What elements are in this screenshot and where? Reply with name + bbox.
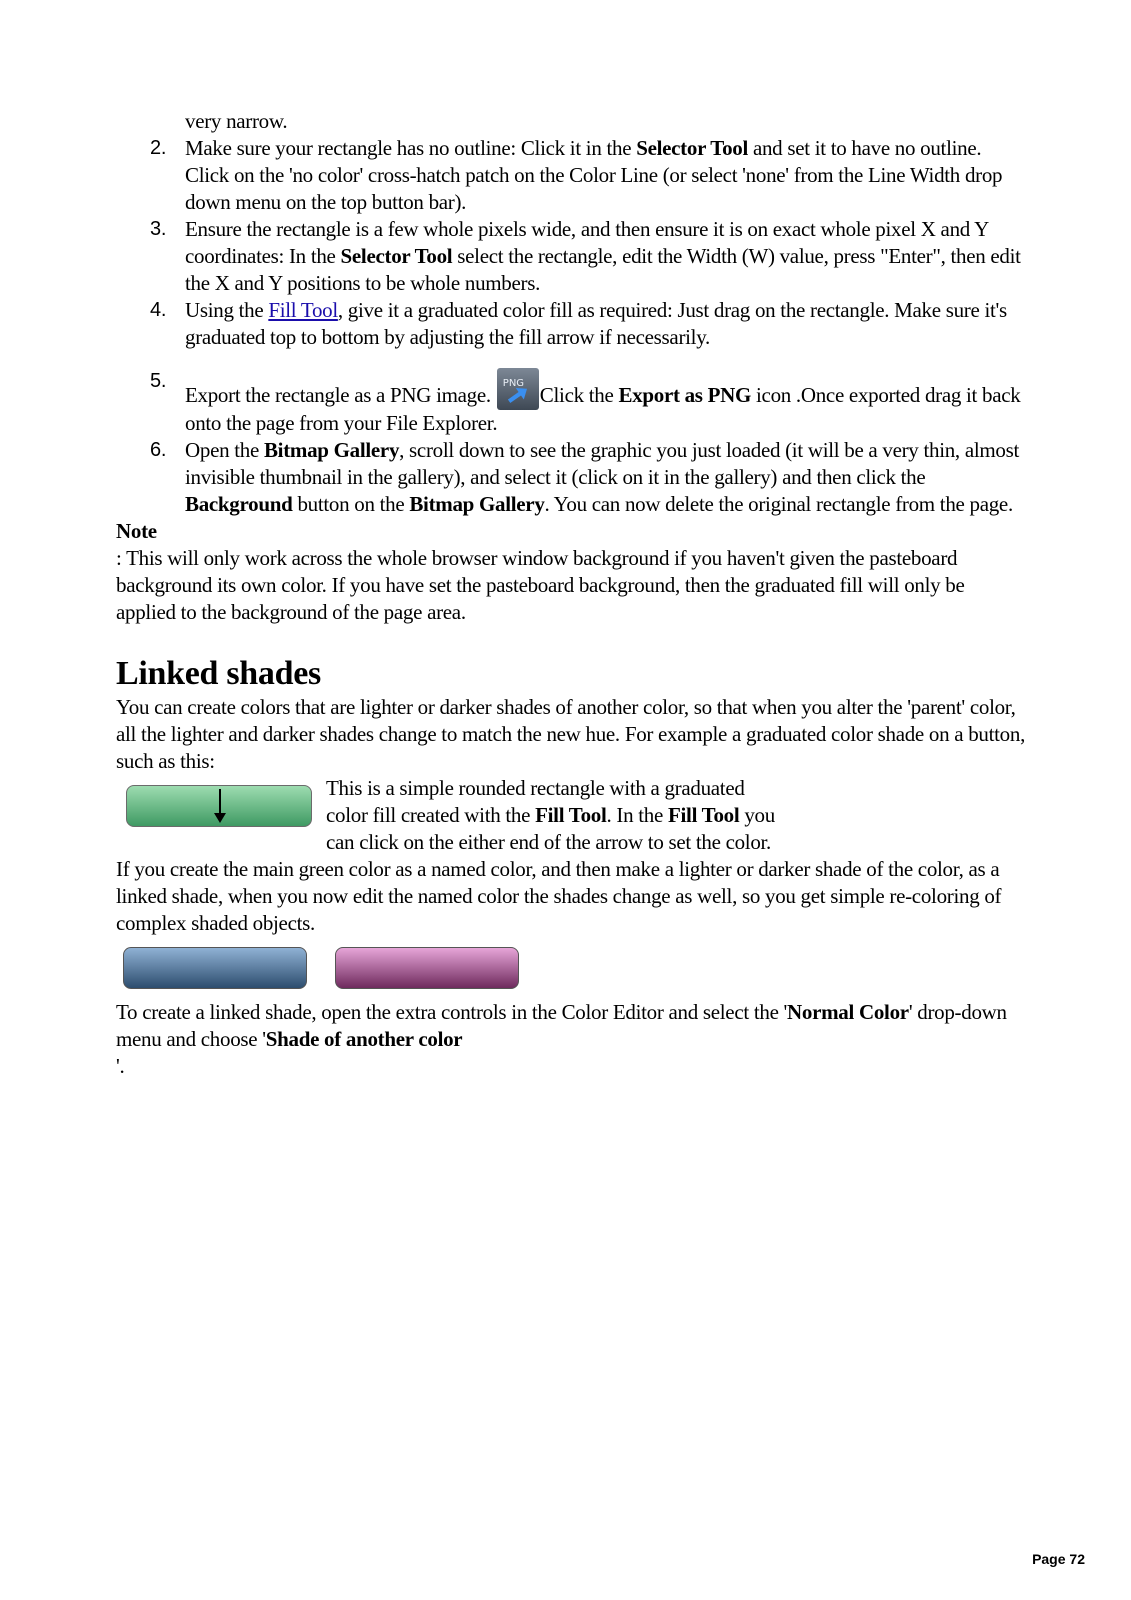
caption-text: . In the [606, 803, 668, 827]
step-text: Click the [539, 383, 619, 407]
caption-text: you can click on the either end of the arrow to set the color. [326, 803, 775, 854]
step-text: Make sure your rectangle has no outline: Click it in the [185, 136, 637, 160]
blue-gradient-button [123, 947, 307, 989]
page-number: Page 72 [1032, 1551, 1085, 1567]
list-item-step-4 [116, 297, 1026, 351]
para-bold-text: Shade of another color [265, 1027, 463, 1051]
step-bold-text: Selector Tool [340, 244, 453, 268]
caption-bold-text: Fill Tool [667, 803, 740, 827]
green-gradient-button [126, 785, 312, 827]
caption-bold-text: Fill Tool [535, 803, 607, 827]
step-text: icon .Once exported drag it back onto the page from your File Explorer. [185, 383, 1021, 435]
section-heading: Linked shades [116, 655, 321, 692]
para-text: '. [116, 1054, 125, 1078]
para-bold-text: Normal Color [787, 1000, 909, 1024]
step-number: 5. [150, 370, 167, 392]
step-bold-text: Export as PNG [618, 383, 752, 407]
step-bold-text: Selector Tool [636, 136, 748, 160]
caption-text: This is a simple rounded rectangle with a graduated color fill created with the [326, 776, 745, 827]
step-text: , scroll down to see the graphic you just loaded (it will be a very thin, almost invisible thumbnail in the gallery), and select it (click on it in the gallery) and then click the [185, 438, 1020, 489]
arrow-down-icon [214, 813, 226, 823]
step-text: Export the rectangle as a PNG image. [185, 383, 496, 407]
document-page [116, 108, 1026, 1080]
step-text: Using the [185, 298, 269, 322]
step-bold-text: Bitmap Gallery [263, 438, 400, 462]
note-text: : This will only work across the whole browser window background if you haven't given the pasteboard background its own color. If you have set the pasteboard background, then the graduated fill will only be applied to the background of the page area. [116, 546, 965, 624]
step-number: 6. [150, 439, 167, 461]
intro-fragment: very narrow. [185, 109, 288, 133]
step-bold-text: Bitmap Gallery [409, 492, 545, 516]
shade-examples [123, 947, 1026, 989]
list-item-step-5 [116, 368, 1026, 437]
step-number: 4. [150, 299, 167, 321]
green-button-figure [116, 775, 326, 827]
list-item-step-2 [116, 135, 1026, 216]
export-png-icon [497, 368, 539, 410]
step-text: Ensure the rectangle is a few whole pixels wide, and then ensure it is on exact whole pixel X and Y coordinates: In the [185, 217, 989, 268]
note-label [116, 518, 1026, 545]
step-text: and set it to have no outline. Click on the 'no color' cross-hatch patch on the Color Line (or select 'none' from the Line Width drop down menu on the top button bar). [185, 136, 1003, 214]
section-intro: You can create colors that are lighter or darker shades of another color, so that when you alter the 'parent' color, all the lighter and darker shades change to match the new hue. For example a graduated color shade on a button, such as this: [116, 695, 1026, 773]
step-text: . You can now delete the original rectangle from the page. [544, 492, 1013, 516]
step-bold-text: Background [185, 492, 293, 516]
step-number: 2. [150, 137, 167, 159]
note-label-text: Note [116, 519, 157, 543]
list-item [116, 108, 1026, 135]
fill-tool-link[interactable]: Fill Tool [268, 298, 338, 322]
step-text: , give it a graduated color fill as required: Just drag on the rectangle. Make sure it's graduated top to bottom by adjusting the fill arrow if necessarily. [185, 298, 1007, 349]
step-text: select the rectangle, edit the Width (W) value, press "Enter", then edit the X and Y positions to be whole numbers. [185, 244, 1021, 295]
png-icon-label: PNG [502, 378, 525, 389]
section-paragraph-final [116, 999, 1026, 1080]
pink-gradient-button [335, 947, 519, 989]
list-item-step-6 [116, 437, 1026, 518]
step-text: Open the [185, 438, 264, 462]
list-item-step-3 [116, 216, 1026, 297]
para-text: ' drop-down menu and choose ' [116, 1000, 1007, 1051]
step-number: 3. [150, 218, 167, 240]
step-text: button on the [292, 492, 410, 516]
para-text: To create a linked shade, open the extra controls in the Color Editor and select the ' [116, 1000, 788, 1024]
section-paragraph: If you create the main green color as a named color, and then make a lighter or darker shade of the color, as a linked shade, when you now edit the named color the shades change as well, so you get simple re-coloring of complex shaded objects. [116, 857, 1002, 935]
figure-caption [326, 775, 786, 856]
figure-row [116, 775, 1026, 856]
